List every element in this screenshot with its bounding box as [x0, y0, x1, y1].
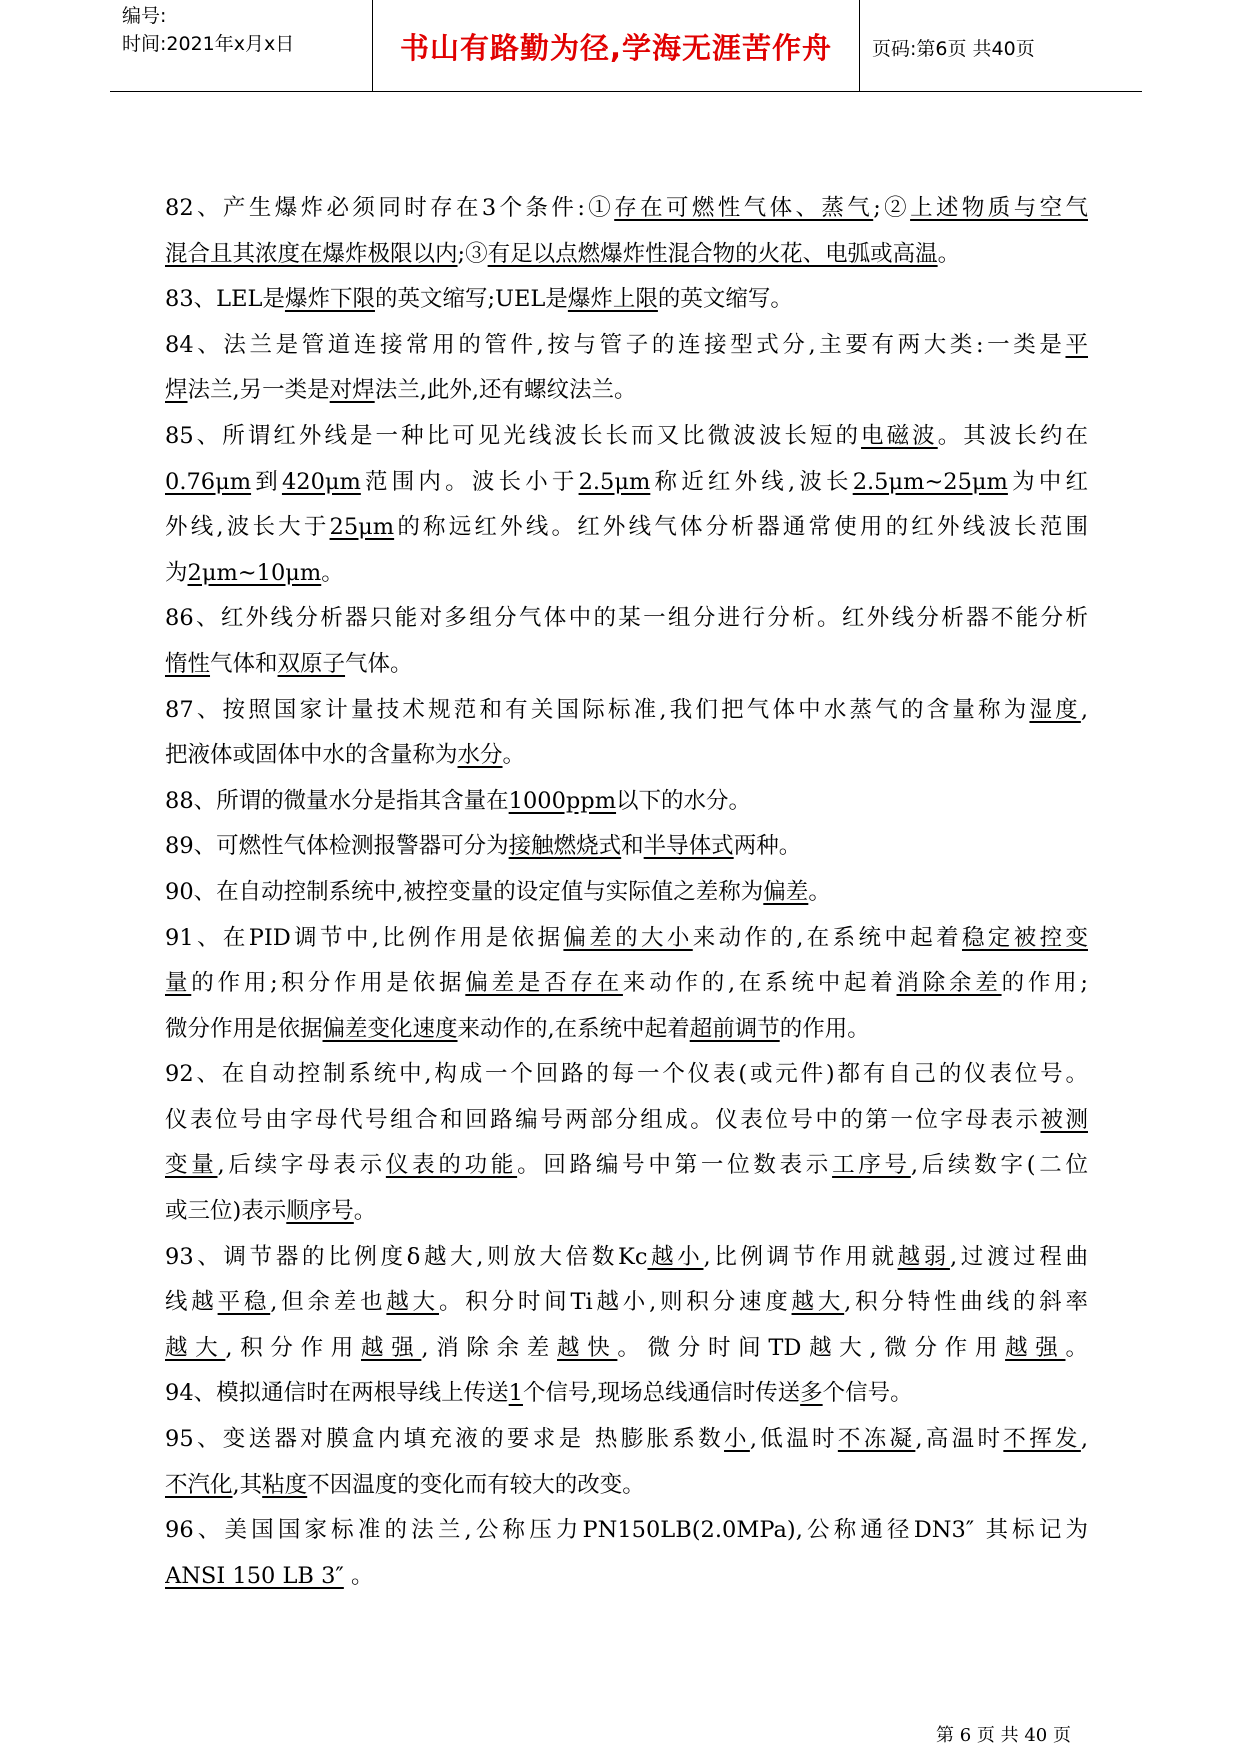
text-segment: 。回路编号中第一位数表示 — [517, 1152, 833, 1179]
text-segment: 82、产生爆炸必须同时存在3个条件:① — [165, 195, 615, 221]
text-line — [165, 505, 1088, 551]
text-line — [165, 688, 1088, 734]
text-segment: ,但余差也 — [270, 1289, 387, 1316]
text-line — [165, 1280, 1088, 1326]
text-line — [165, 1554, 1088, 1600]
text-line — [165, 733, 1088, 779]
text-segment: ,后续字母表示 — [217, 1152, 386, 1179]
fill-in-answer: 越强 — [1005, 1334, 1066, 1361]
text-segment: ;② — [873, 195, 911, 221]
fill-in-answer: 超前调节 — [689, 1015, 780, 1042]
text-segment: 到 — [251, 468, 282, 495]
text-segment: ,比例调节作用就 — [703, 1243, 898, 1270]
text-segment: ,其 — [232, 1471, 263, 1498]
text-line — [165, 277, 1088, 323]
text-segment: 87、按照国家计量技术规范和有关国际标准,我们把气体中水蒸气的含量称为 — [165, 696, 1030, 723]
fill-in-answer: 惰性 — [165, 650, 211, 677]
text-line — [165, 186, 1088, 232]
fill-in-answer: 2μm~10μm — [187, 559, 322, 586]
text-line — [165, 961, 1088, 1007]
text-line — [165, 1463, 1088, 1509]
text-segment: 94、模拟通信时在两根导线上传送 — [165, 1380, 509, 1407]
text-segment: 不因温度的变化而有较大的改变。 — [307, 1471, 645, 1498]
text-segment: 法兰,另一类是 — [187, 377, 330, 404]
text-line — [165, 414, 1088, 460]
text-segment: 96、美国国家标准的法兰,公称压力PN150LB(2.0MPa),公称通径DN3″ 其标记为 — [165, 1517, 1088, 1544]
text-segment: 的作用; — [1001, 970, 1088, 997]
header-meta — [122, 2, 294, 58]
text-segment: 86、红外线分析器只能对多组分气体中的某一组分进行分析。红外线分析器不能分析 — [165, 605, 1088, 632]
fill-in-answer: 0.76μm — [165, 468, 252, 495]
text-segment: 88、所谓的微量水分是指其含量在 — [165, 787, 509, 814]
text-line — [165, 1326, 1088, 1372]
fill-in-answer: 混合且其浓度在爆炸极限以内 — [165, 240, 458, 267]
text-segment: 为中红 — [1007, 468, 1088, 495]
fill-in-answer: ANSI 150 LB 3″ — [165, 1562, 344, 1589]
fill-in-answer: 被测 — [1040, 1106, 1088, 1133]
text-segment: 越大,微分作用 — [801, 1334, 1006, 1361]
fill-in-answer: 接触燃烧式 — [508, 833, 622, 860]
text-line — [165, 642, 1088, 688]
fill-in-answer: 1000ppm — [508, 787, 617, 814]
page-header — [110, 0, 1142, 92]
fill-in-answer: 不汽化 — [165, 1471, 233, 1498]
fill-in-answer: 多 — [800, 1380, 823, 1407]
text-segment: 气体和 — [210, 650, 278, 677]
fill-in-answer: 越小 — [647, 1243, 704, 1270]
text-segment: ;③ — [457, 240, 488, 267]
text-segment: 89、可燃性气体检测报警器可分为 — [165, 833, 509, 860]
fill-in-answer: 对焊 — [329, 377, 375, 404]
text-line — [165, 1007, 1088, 1053]
fill-in-answer: 平 — [1065, 331, 1088, 358]
text-segment: 为 — [165, 559, 188, 586]
fill-in-answer: 电磁波 — [861, 422, 938, 449]
fill-in-answer: 爆炸下限 — [284, 286, 375, 313]
text-segment: 。 — [1065, 1334, 1088, 1361]
fill-in-answer: 越大 — [791, 1289, 845, 1316]
text-segment: 的作用。 — [779, 1015, 870, 1042]
text-segment: 83、LEL是 — [165, 286, 285, 313]
fill-in-answer: 工序号 — [832, 1152, 911, 1179]
text-segment: 93、调节器的比例度δ越大,则放大倍数 — [165, 1243, 619, 1270]
fill-in-answer: 粘度 — [262, 1471, 308, 1498]
fill-in-answer: 不挥发 — [1003, 1426, 1081, 1453]
document-number-label: 编号: — [122, 5, 167, 27]
text-line — [165, 1052, 1088, 1098]
text-segment: 越小,则积分速度 — [592, 1289, 792, 1316]
text-line — [165, 368, 1088, 414]
text-segment: , — [1080, 1426, 1088, 1453]
text-line — [165, 1189, 1088, 1235]
text-segment: 或三位)表示 — [165, 1198, 287, 1225]
fill-in-answer: 消除余差 — [896, 970, 1002, 997]
text-segment: ,后续数字(二位 — [910, 1152, 1088, 1179]
fill-in-answer: 半导体式 — [643, 833, 734, 860]
fill-in-answer: 25μm — [329, 514, 395, 541]
fill-in-answer: 顺序号 — [286, 1198, 354, 1225]
text-segment: 的称远红外线。红外线气体分析器通常使用的红外线波长范围 — [394, 514, 1088, 541]
text-segment: ,高温时 — [915, 1426, 1004, 1453]
text-line — [165, 1143, 1088, 1189]
text-segment: 。积分时间 — [438, 1289, 571, 1316]
text-segment: 仪表位号由字母代号组合和回路编号两部分组成。仪表位号中的第一位字母表示 — [165, 1106, 1041, 1133]
fill-in-answer: 2.5μm~25μm — [852, 468, 1008, 495]
fill-in-answer: 420μm — [281, 468, 361, 495]
text-line — [165, 1235, 1088, 1281]
text-segment: 的英文缩写。 — [657, 286, 793, 313]
document-body — [165, 186, 1088, 1599]
fill-in-answer: 越大 — [386, 1289, 439, 1316]
text-segment: 的作用;积分作用是依据 — [191, 970, 466, 997]
fill-in-answer: 量 — [165, 970, 192, 997]
fill-in-answer: 焊 — [165, 377, 188, 404]
fill-in-answer: 偏差是否存在 — [465, 970, 623, 997]
text-line — [165, 1417, 1088, 1463]
text-segment: Kc — [618, 1243, 648, 1270]
text-line — [165, 596, 1088, 642]
fill-in-answer: 1 — [508, 1380, 523, 1407]
fill-in-answer: 平稳 — [217, 1289, 271, 1316]
fill-in-answer: 水分 — [457, 742, 503, 769]
fill-in-answer: 上述物质与空气 — [910, 195, 1088, 221]
text-line — [165, 323, 1088, 369]
text-segment: 个信号,现场总线通信时传送 — [522, 1380, 801, 1407]
text-line — [165, 870, 1088, 916]
text-segment: 来动作的,在系统中起着 — [622, 970, 897, 997]
text-segment: 。 — [321, 559, 344, 586]
text-segment: 两种。 — [733, 833, 802, 860]
text-line — [165, 551, 1088, 597]
fill-in-answer: 偏差的大小 — [563, 924, 693, 951]
text-segment: 称近红外线,波长 — [650, 468, 853, 495]
text-segment: 95、变送器对膜盒内填充液的要求是 热膨胀系数 — [165, 1426, 725, 1453]
text-segment: 。 — [808, 878, 831, 905]
text-segment: 。 — [343, 1562, 374, 1589]
text-segment: ,积分特性曲线的斜率 — [844, 1289, 1088, 1316]
text-segment: 把液体或固体中水的含量称为 — [165, 742, 458, 769]
fill-in-answer: 2.5μm — [578, 468, 651, 495]
fill-in-answer: 双原子 — [277, 650, 346, 677]
text-line — [165, 1508, 1088, 1554]
text-line — [165, 779, 1088, 825]
fill-in-answer: 小 — [724, 1426, 750, 1453]
fill-in-answer: 有足以点燃爆炸性混合物的火花、电弧或高温 — [487, 240, 938, 267]
text-segment: , — [1080, 696, 1088, 723]
text-segment: 。 — [353, 1198, 377, 1225]
fill-in-answer: 稳定被控变 — [962, 924, 1088, 951]
fill-in-answer: 越强 — [361, 1334, 422, 1361]
text-segment: Ti — [570, 1289, 593, 1316]
header-motto: 书山有路勤为径,学海无涯苦作舟 — [372, 0, 860, 92]
fill-in-answer: 爆炸上限 — [567, 286, 658, 313]
text-segment: 90、在自动控制系统中,被控变量的设定值与实际值之差称为 — [165, 878, 764, 905]
text-segment: 91、在PID调节中,比例作用是依据 — [165, 924, 564, 951]
text-segment: ,过渡过程曲 — [949, 1243, 1088, 1270]
text-segment: 个信号。 — [822, 1380, 913, 1407]
text-segment: ,消除余差 — [421, 1334, 557, 1361]
text-line — [165, 1098, 1088, 1144]
text-segment: 以下的水分。 — [616, 787, 752, 814]
text-segment: 气体。 — [345, 650, 413, 677]
text-line — [165, 1371, 1088, 1417]
text-segment: 外线,波长大于 — [165, 514, 330, 541]
text-segment: 。 — [937, 240, 961, 267]
fill-in-answer: 偏差 — [763, 878, 809, 905]
text-line — [165, 916, 1088, 962]
header-page-label: 页码:第6页 共40页 — [872, 38, 1035, 60]
text-segment: 的英文缩写;UEL是 — [374, 286, 568, 313]
fill-in-answer: 不冻凝 — [837, 1426, 916, 1453]
text-segment: 和 — [621, 833, 644, 860]
document-date-label: 时间:2021年x月x日 — [122, 33, 295, 55]
fill-in-answer: 越弱 — [897, 1243, 950, 1270]
fill-in-answer: 越大 — [165, 1334, 226, 1361]
text-segment: 。微分时间 — [617, 1334, 769, 1361]
text-segment: 85、所谓红外线是一种比可见光线波长长而又比微波波长短的 — [165, 422, 862, 449]
text-segment: 线越 — [165, 1289, 218, 1316]
text-segment: ,低温时 — [749, 1426, 838, 1453]
fill-in-answer: 存在可燃性气体、蒸气 — [614, 195, 874, 221]
text-segment: TD — [768, 1334, 802, 1361]
text-segment: 法兰,此外,还有螺纹法兰。 — [374, 377, 637, 404]
fill-in-answer: 变量 — [165, 1152, 218, 1179]
page-footer: 第 6 页 共 40 页 — [936, 1725, 1071, 1746]
text-segment: 来动作的,在系统中起着 — [692, 924, 962, 951]
fill-in-answer: 越快 — [557, 1334, 618, 1361]
fill-in-answer: 偏差变化速度 — [322, 1015, 458, 1042]
fill-in-answer: 湿度 — [1029, 696, 1081, 723]
fill-in-answer: 仪表的功能 — [385, 1152, 518, 1179]
text-segment: 84、法兰是管道连接常用的管件,按与管子的连接型式分,主要有两大类:一类是 — [165, 331, 1066, 358]
text-line — [165, 824, 1088, 870]
text-segment: 92、在自动控制系统中,构成一个回路的每一个仪表(或元件)都有自己的仪表位号。 — [165, 1061, 1088, 1088]
text-segment: 范围内。波长小于 — [360, 468, 579, 495]
text-segment: 来动作的,在系统中起着 — [457, 1015, 690, 1042]
text-segment: 。 — [502, 742, 526, 769]
text-line — [165, 232, 1088, 278]
text-segment: 微分作用是依据 — [165, 1015, 323, 1042]
text-line — [165, 460, 1088, 506]
text-segment: 。其波长约在 — [937, 422, 1088, 449]
text-segment: ,积分作用 — [225, 1334, 361, 1361]
